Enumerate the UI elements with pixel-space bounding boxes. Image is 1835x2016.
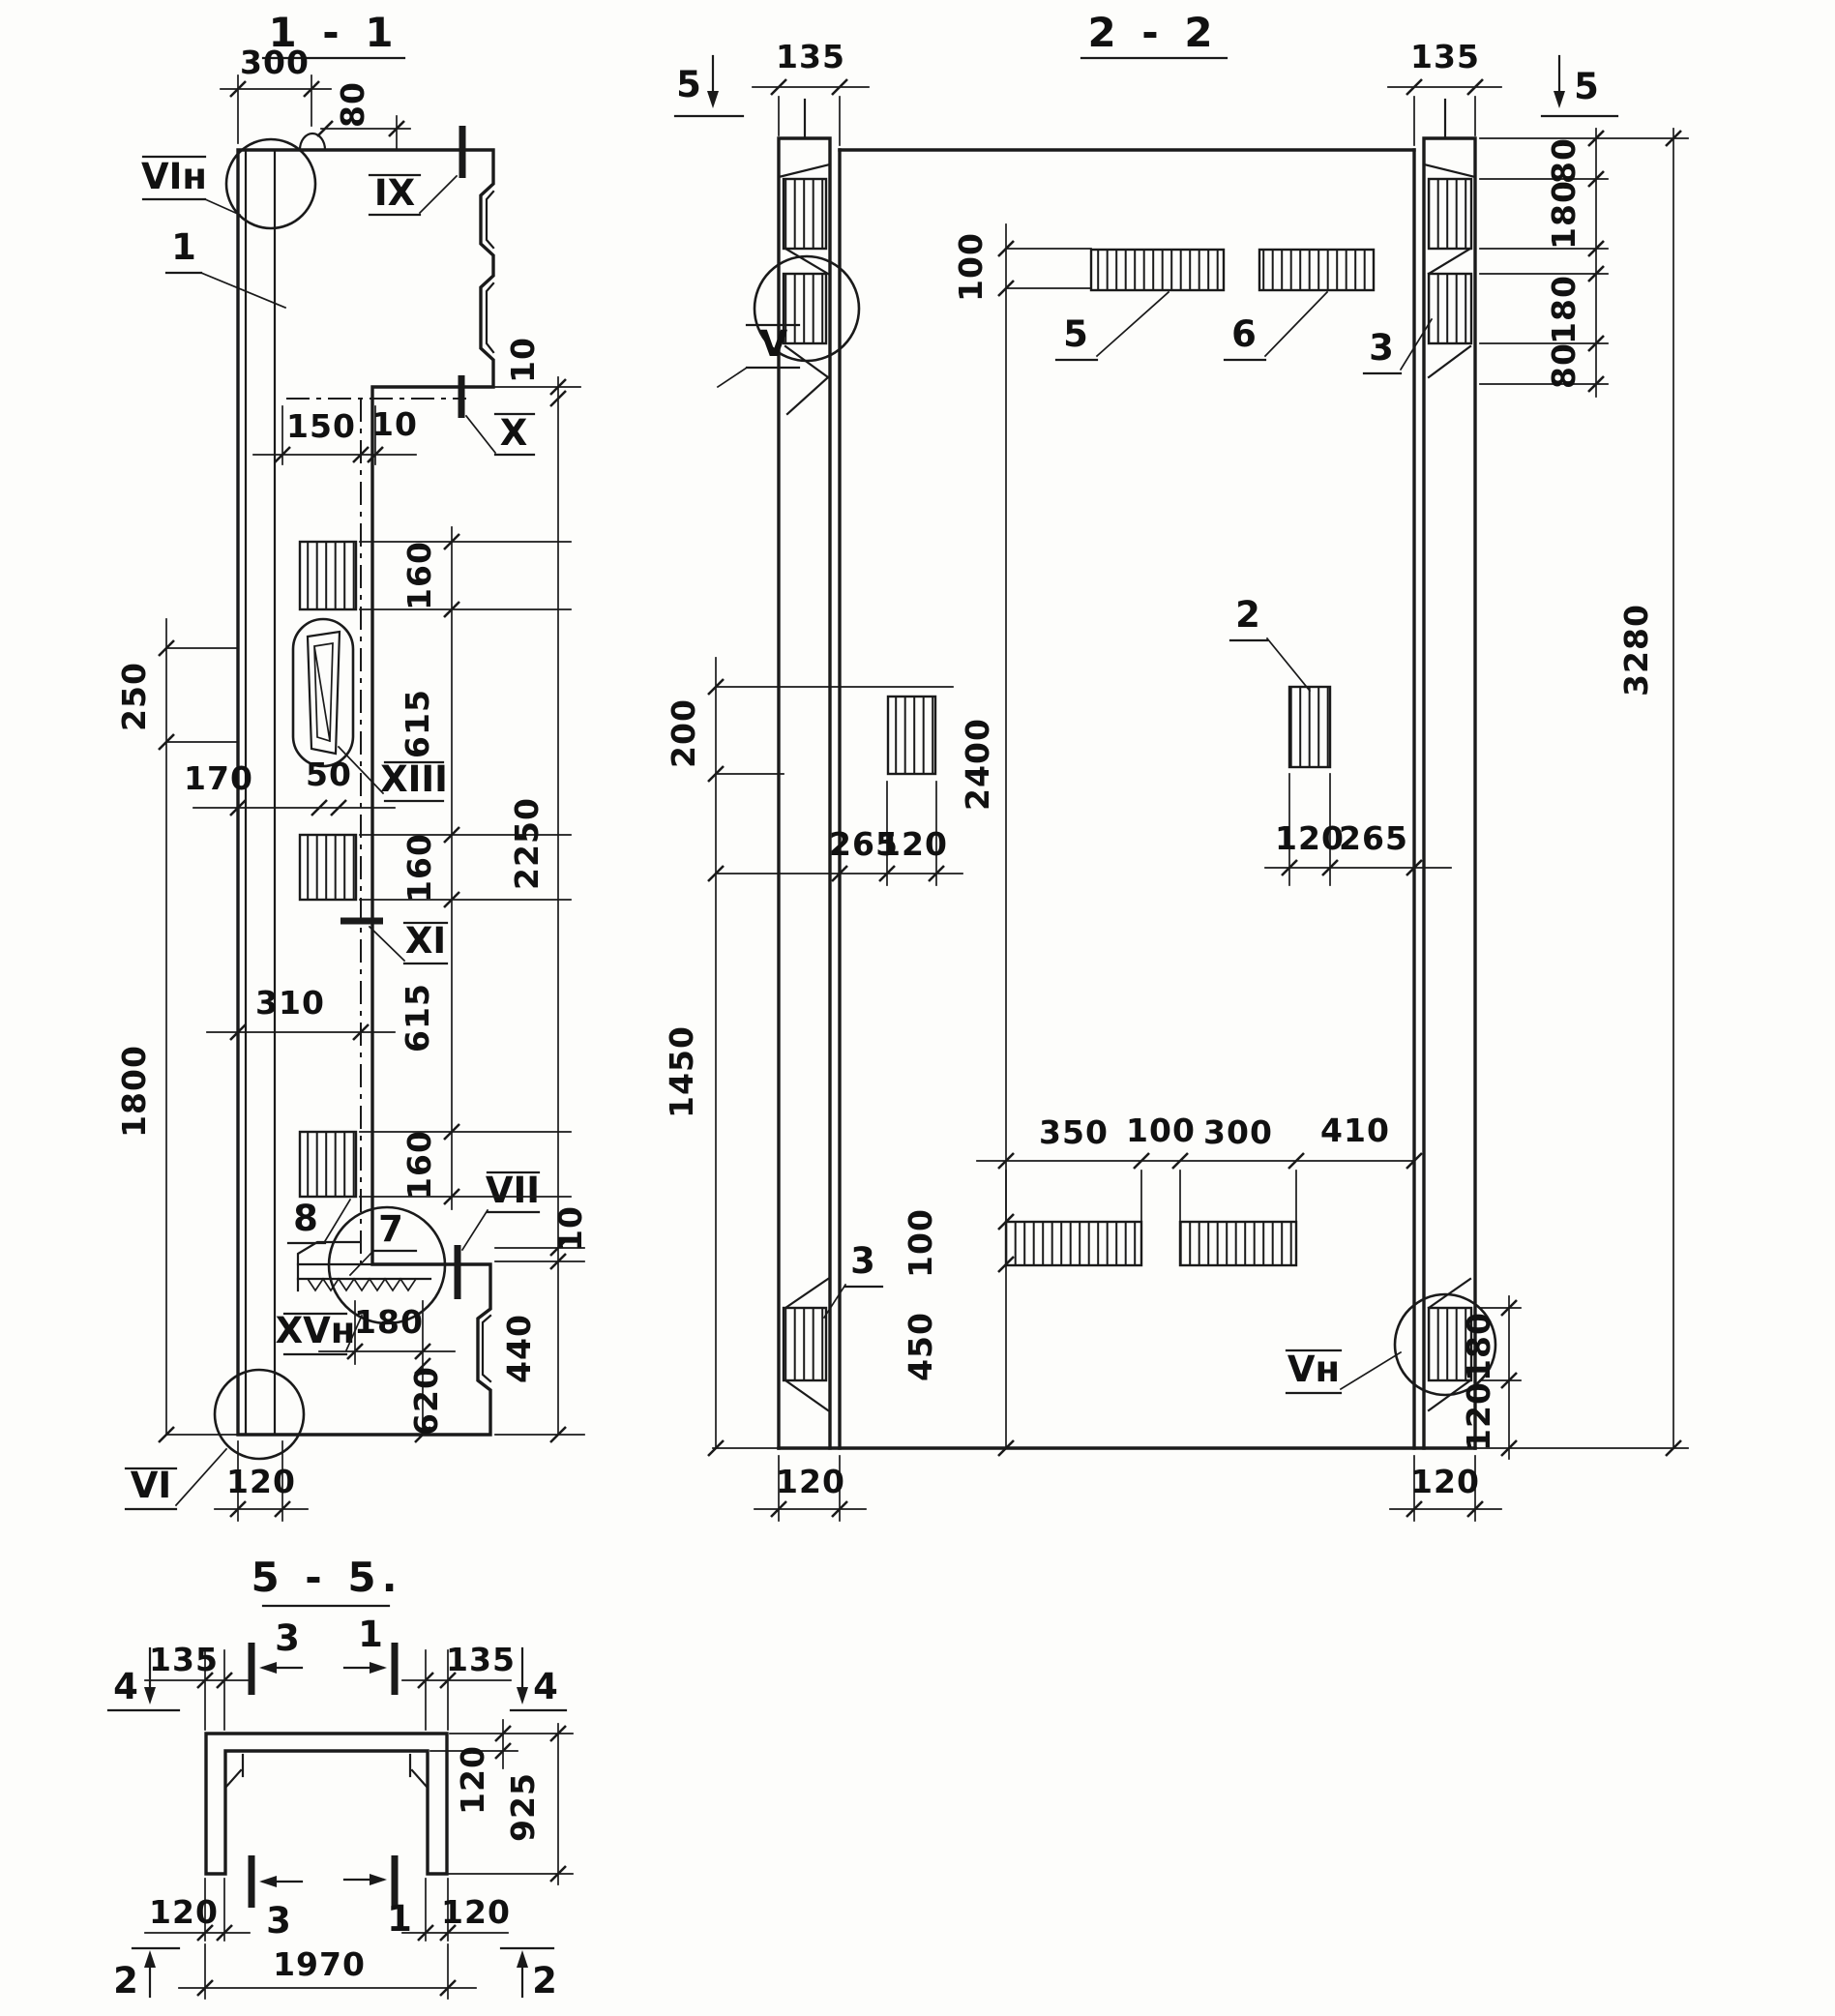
dim-100-bottom: 100 (902, 1208, 939, 1278)
rebar-bar-6 (1259, 250, 1374, 290)
rebar-splice-hatch (300, 1132, 356, 1197)
dim-120-right: 120 (1275, 819, 1345, 857)
dim-chain-2250-440 (495, 337, 589, 1442)
label-vi: VI (130, 1465, 172, 1506)
dim-170: 170 (184, 759, 253, 797)
dim-chain-right (1480, 129, 1688, 397)
anchor-diagonal (787, 377, 828, 414)
label-ix: IX (373, 172, 416, 214)
cut-label-2: 2 (532, 1960, 557, 2001)
dim-450: 450 (902, 1312, 939, 1381)
dim-265-left: 265 (829, 825, 899, 863)
leader-v-n (1341, 1352, 1401, 1389)
rebar-block-2 (1289, 687, 1330, 767)
cut-marker-1-top (344, 1614, 395, 1695)
section-5-5 (108, 1554, 573, 2001)
cut-label-4: 4 (113, 1666, 138, 1707)
cut-marker-5-right (1542, 56, 1617, 116)
dim-350: 350 (1039, 1113, 1109, 1151)
dim-100-mid: 100 (1126, 1112, 1196, 1149)
section-5-5-title: 5 - 5. (251, 1554, 403, 1601)
leader-3 (1401, 319, 1432, 370)
leader-6 (1265, 292, 1327, 356)
cap-diagonal (779, 164, 830, 177)
dim-180: 180 (1545, 275, 1583, 344)
dim-310: 310 (255, 984, 325, 1022)
right-column (1395, 100, 1495, 1448)
slot-outline (308, 632, 340, 754)
cut-marker-3-bottom (252, 1855, 302, 1942)
label-x: X (499, 412, 528, 454)
panel-outline (238, 150, 493, 1435)
cut-marker-2-right (501, 1948, 557, 2001)
dim-10: 10 (551, 1205, 589, 1252)
cap-diagonal (1424, 164, 1475, 177)
label-vi-n: VIн (141, 156, 207, 197)
leader-5 (1097, 292, 1169, 356)
dim-120-bottom-right: 120 (441, 1893, 511, 1931)
keyway-inner-2 (487, 283, 493, 352)
section-1-1 (115, 9, 589, 1521)
rebar-bar-5 (1091, 250, 1224, 290)
dim-1450: 1450 (663, 1025, 700, 1118)
dim-135-right: 135 (446, 1641, 516, 1678)
slot-inner (314, 643, 333, 741)
label-v-n: Vн (1287, 1349, 1341, 1390)
keyway-inner-1 (487, 192, 493, 248)
leader-vi-n (205, 199, 240, 215)
rebar-splice-hatch (784, 1308, 826, 1380)
dim-615: 615 (399, 689, 436, 758)
dim-180-bottom: 180 (1460, 1312, 1497, 1381)
dim-100-top: 100 (952, 232, 990, 302)
dim-160: 160 (400, 833, 438, 903)
corner-chamfer-right (412, 1770, 428, 1788)
label-1: 1 (171, 226, 196, 268)
dim-80: 80 (334, 81, 371, 128)
cut-label-5: 5 (676, 64, 701, 105)
rebar-block-left (888, 697, 935, 774)
cut-label-3: 3 (266, 1900, 291, 1942)
cut-label-5: 5 (1574, 66, 1599, 107)
label-8: 8 (293, 1198, 318, 1239)
cut-marker-2-left (113, 1948, 179, 2001)
keyway-inner-3 (483, 1316, 490, 1381)
dim-925: 925 (504, 1772, 542, 1842)
cut-marker-5-left (675, 56, 743, 116)
section-2-2 (663, 9, 1688, 1521)
rebar-bar-bottom-a (1006, 1222, 1141, 1265)
slot-detail-oval (293, 619, 353, 766)
cut-marker-3-top (252, 1617, 302, 1695)
dim-160: 160 (400, 1130, 438, 1200)
dim-250: 250 (115, 662, 153, 731)
dim-120-bottom-left: 120 (149, 1893, 219, 1931)
label-6: 6 (1231, 313, 1257, 355)
leader-v (718, 368, 747, 387)
dim-620: 620 (407, 1366, 445, 1436)
dim-300: 300 (240, 44, 310, 81)
rebar-splice-hatch (784, 179, 826, 249)
leader-ix (420, 176, 457, 213)
rebar-splice-hatch (300, 835, 356, 900)
label-7: 7 (378, 1208, 403, 1250)
dim-2250: 2250 (508, 797, 546, 890)
rebar-splice-hatch (1429, 179, 1471, 249)
dim-120-flange: 120 (454, 1745, 491, 1815)
dim-120-bottom: 120 (1460, 1381, 1497, 1451)
dim-1970: 1970 (273, 1945, 366, 1983)
dim-180: 180 (354, 1303, 424, 1341)
label-3-left-column: 3 (850, 1240, 875, 1282)
dim-120-left: 120 (878, 825, 948, 863)
label-xiii: XIII (380, 758, 448, 800)
leader-2 (1267, 638, 1310, 691)
dim-10: 10 (371, 405, 418, 443)
dim-3280: 3280 (1617, 604, 1655, 697)
section-2-2-title: 2 - 2 (1087, 9, 1219, 56)
leader-vi (176, 1449, 226, 1505)
dim-120-bottom-right: 120 (1410, 1463, 1480, 1500)
dim-2400: 2400 (959, 718, 996, 811)
leader-7 (350, 1251, 373, 1275)
anchor-diagonal (785, 1380, 828, 1410)
dim-150: 150 (286, 407, 356, 445)
dim-80: 80 (1545, 137, 1583, 184)
joint-plate-serration (308, 1279, 416, 1290)
dim-615: 615 (399, 983, 436, 1052)
dim-300: 300 (1203, 1113, 1273, 1151)
rebar-splice-hatch (300, 542, 356, 609)
detail-circle-vi (215, 1370, 304, 1459)
anchor-diagonal (785, 1279, 828, 1308)
dim-440: 440 (500, 1314, 538, 1383)
dim-80: 80 (1545, 342, 1583, 389)
label-5: 5 (1063, 313, 1088, 355)
dim-180: 180 (1545, 180, 1583, 250)
cut-marker-4-right (511, 1648, 566, 1710)
dim-1800: 1800 (115, 1045, 153, 1138)
dim-120-bottom-left: 120 (776, 1463, 845, 1500)
dim-200: 200 (665, 698, 702, 768)
dim-135-left: 135 (776, 38, 845, 75)
dim-120: 120 (226, 1463, 296, 1500)
label-xv-n: XVн (275, 1310, 356, 1351)
cut-label-3: 3 (275, 1617, 300, 1659)
dim-265-right: 265 (1339, 819, 1408, 857)
dim-10: 10 (504, 337, 542, 383)
lifting-loop (300, 133, 325, 150)
label-v: V (759, 323, 788, 365)
leader-1 (201, 273, 285, 308)
dim-160: 160 (400, 541, 438, 610)
cut-label-1: 1 (387, 1898, 412, 1940)
rebar-splice-hatch (784, 274, 826, 343)
dim-135-right: 135 (1410, 38, 1480, 75)
leader-3 (824, 1285, 845, 1318)
label-3-right-column: 3 (1369, 327, 1394, 369)
section-1-1-title: 1 - 1 (268, 9, 400, 56)
anchor-diagonal (1429, 249, 1470, 274)
label-2: 2 (1235, 594, 1260, 636)
cut-label-1: 1 (358, 1614, 383, 1655)
rebar-bar-bottom-b (1180, 1222, 1296, 1265)
rebar-splice-hatch (1429, 274, 1471, 343)
leader-x (466, 416, 495, 453)
anchor-diagonal (1429, 346, 1470, 377)
dim-50: 50 (306, 756, 352, 793)
dim-135-left: 135 (149, 1641, 219, 1678)
dim-410: 410 (1320, 1112, 1390, 1149)
cut-marker-1-bottom (344, 1855, 412, 1940)
cut-label-2: 2 (113, 1960, 138, 2001)
label-xi: XI (404, 920, 447, 962)
corner-chamfer-left (225, 1770, 241, 1788)
anchor-diagonal (785, 249, 828, 274)
cut-label-4: 4 (533, 1666, 558, 1707)
leader-vii (462, 1210, 488, 1250)
label-vii: VII (485, 1170, 541, 1211)
leader-xi (370, 927, 404, 961)
